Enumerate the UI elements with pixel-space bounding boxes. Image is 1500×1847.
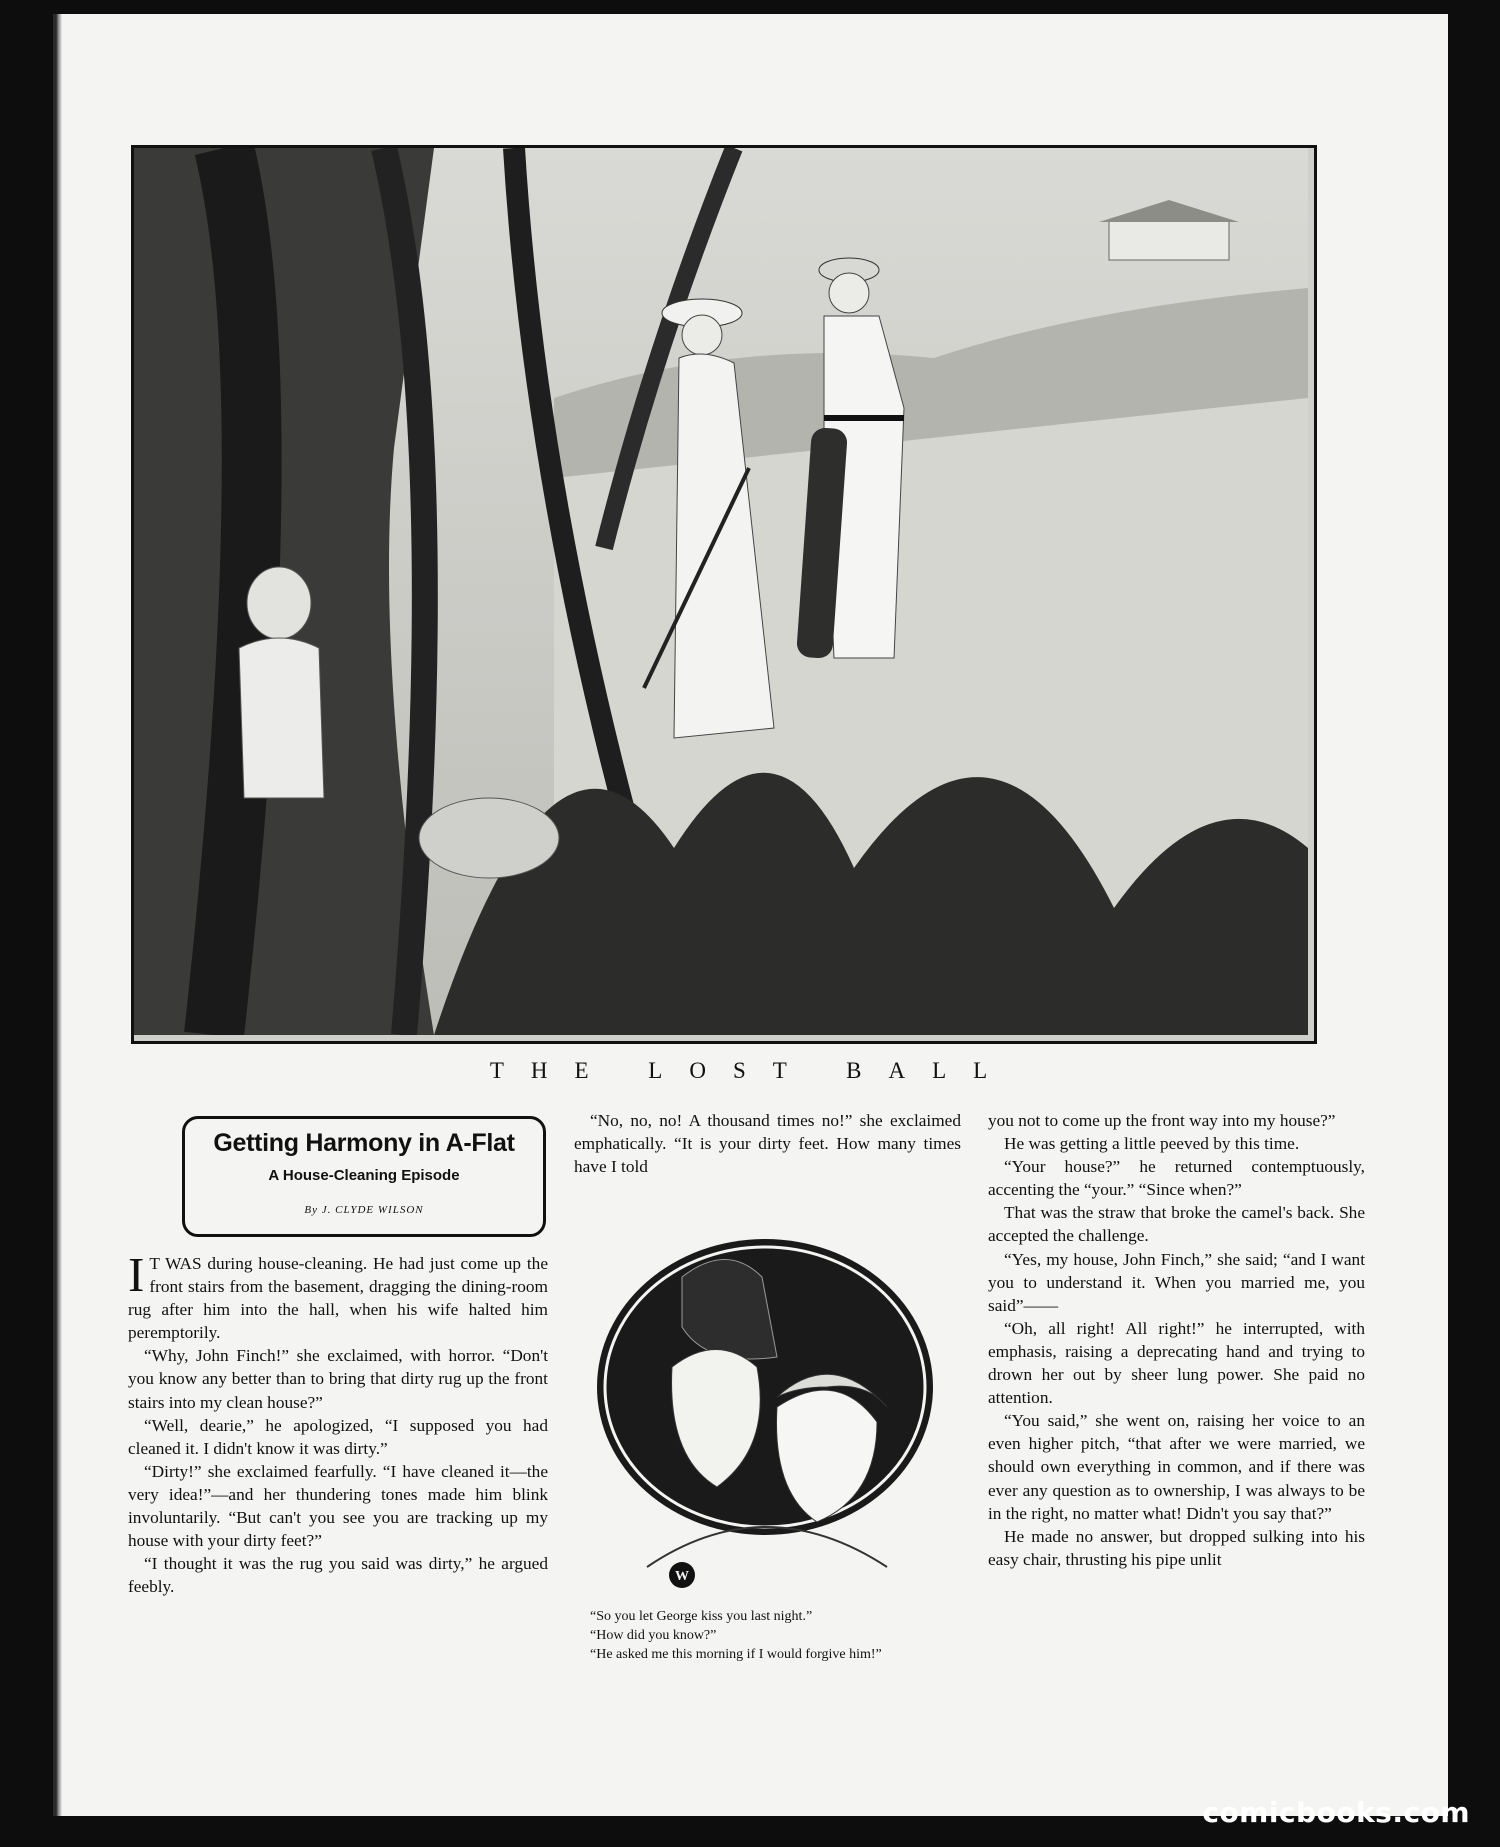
story-byline: By J. CLYDE WILSON	[304, 1204, 424, 1217]
story-paragraph: “Dirty!” she exclaimed fearfully. “I have cleaned it—the very idea!”—and her thundering tones made him blink involuntarily. “But can't you see you are tracking up my house with your dirty feet?”	[128, 1461, 548, 1551]
story-column-2	[574, 1109, 961, 1178]
story-paragraph	[128, 1247, 548, 1344]
story-paragraph: “You said,” she went on, raising her voice to an even higher pitch, “that after we were married, we should own everything in common, and if there was ever any question as to ownership, I was always to be in the right, no matter what! Didn't you say that?”	[988, 1411, 1365, 1523]
caption-line: “He asked me this morning if I would forgive him!”	[590, 1647, 882, 1662]
story-column-3	[988, 1109, 1365, 1571]
story-paragraph: He was getting a little peeved by this time.	[1004, 1134, 1300, 1154]
story-paragraph: “No, no, no! A thousand times no!” she exclaimed emphatically. “It is your dirty feet. How many times have I told	[574, 1111, 961, 1177]
story-paragraph: “Oh, all right! All right!” he interrupted, with emphasis, raising a deprecating hand and trying to drown her out by sheer lung power. She paid no attention.	[988, 1318, 1365, 1408]
drop-cap: I	[128, 1247, 145, 1302]
golf-illustration	[131, 145, 1317, 1044]
story-subtitle: A House-Cleaning Episode	[268, 1167, 460, 1185]
story-paragraph: He made no answer, but dropped sulking into his easy chair, thrusting his pipe unlit	[988, 1526, 1365, 1569]
story-column-1	[128, 1109, 548, 1598]
cartoon-portrait	[587, 1237, 944, 1591]
story-paragraph: “Yes, my house, John Finch,” she said; “and I want you to understand it. When you married me, you said”——	[988, 1249, 1365, 1315]
story-paragraph: you not to come up the front way into my house?”	[988, 1111, 1336, 1130]
site-watermark: comicbooks.com	[1202, 1796, 1470, 1829]
story-paragraph: “I thought it was the rug you said was dirty,” he argued feebly.	[128, 1554, 548, 1597]
caption-line: “How did you know?”	[590, 1628, 717, 1643]
story-opening-text: T WAS during house-cleaning. He had just come up the front stairs from the basement, dragging the dining-room rug after him into the hall, when his wife halted him peremptorily.	[128, 1254, 548, 1343]
page-spine	[56, 14, 62, 1816]
caption-line: “So you let George kiss you last night.”	[590, 1609, 813, 1624]
story-paragraph: “Why, John Finch!” she exclaimed, with horror. “Don't you know any better than to bring that dirty rug up the front stairs into my clean house?”	[128, 1346, 548, 1412]
cartoon-caption	[574, 1607, 961, 1664]
golf-scene-drawing	[134, 148, 1308, 1035]
story-title-box	[182, 1116, 546, 1237]
two-women-drawing	[587, 1237, 944, 1591]
illustration-caption: THE LOST BALL	[489, 1058, 1015, 1083]
artist-monogram: W	[675, 1569, 689, 1584]
story-paragraph: “Your house?” he returned contemptuously, accenting the “your.” “Since when?”	[988, 1157, 1365, 1200]
magazine-page	[53, 14, 1448, 1816]
story-paragraph: That was the straw that broke the camel's back. She accepted the challenge.	[988, 1203, 1365, 1246]
story-paragraph: “Well, dearie,” he apologized, “I supposed you had cleaned it. I didn't know it was dirty.”	[128, 1415, 548, 1458]
story-title: Getting Harmony in A-Flat	[213, 1129, 515, 1157]
